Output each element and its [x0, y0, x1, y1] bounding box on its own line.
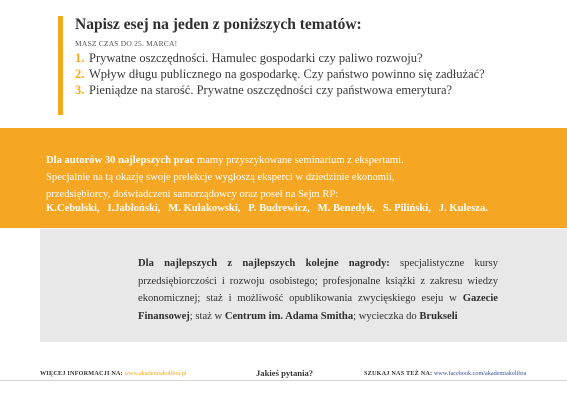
- footer-info: [40, 370, 187, 377]
- list-item: [75, 50, 485, 66]
- speaker-name: I.Jabłoński,: [107, 203, 161, 214]
- topic-list: [75, 50, 485, 98]
- speaker-name: P. Budrewicz,: [248, 203, 310, 214]
- social-label: SZUKAJ NAS TEŻ NA:: [364, 370, 433, 377]
- prizes-text: [138, 255, 498, 325]
- speaker-name: S. Piliński,: [382, 203, 431, 214]
- prizes-lead-bold: Dla najlepszych z najlepszych kolejne nagrody:: [138, 258, 390, 269]
- speaker-name: K.Cebulski,: [46, 203, 100, 214]
- accent-bar: [58, 16, 63, 115]
- prizes-line: [138, 308, 498, 326]
- speaker-name: M. Benedyk,: [317, 203, 376, 214]
- seminar-line: Specjalnie na tą okazję swoje prelekcje wygłoszą eksperci w dziedzinie ekonomii,: [46, 172, 395, 183]
- topic-number: 3.: [75, 83, 85, 97]
- page-title: Napisz esej na jeden z poniższych tematów:: [75, 16, 362, 33]
- website-link[interactable]: www.akademiakolibra.pl: [124, 370, 187, 377]
- info-label: WIĘCEJ INFORMACJI NA:: [40, 370, 123, 377]
- prizes-line: [138, 255, 498, 273]
- topic-text: Pieniądze na starość. Prywatne oszczędności czy państwowa emerytura?: [89, 83, 453, 97]
- prizes-line: przedsiębiorczości i rozwoju osobistego; profesjonalne książki z zakresu wiedzy: [138, 275, 498, 287]
- list-item: [75, 82, 485, 98]
- seminar-line: przedsiębiorcy, doświadczeni samorządowcy oraz poseł na Sejm RP:: [46, 189, 339, 200]
- speaker-name: J. Kulesza.: [438, 203, 488, 214]
- footer-social: [364, 370, 526, 377]
- list-item: [75, 66, 485, 82]
- seminar-line: [46, 152, 488, 169]
- facebook-link[interactable]: www.facebook.com/akademiakolibra: [433, 370, 527, 377]
- seminar-lead-bold: Dla autorów 30 najlepszych prac: [46, 155, 195, 166]
- prizes-text-part: ; wycieczka do: [353, 310, 420, 322]
- speaker-name: M. Kułakowski,: [168, 203, 241, 214]
- prize-gazeta: Gazecie: [462, 293, 498, 304]
- seminar-text: [46, 152, 488, 203]
- seminar-lead-rest: mamy przyszykowane seminarium z ekspertami.: [194, 155, 404, 166]
- prize-smith-centre: Centrum im. Adama Smitha: [224, 310, 354, 322]
- footer-divider: [0, 380, 567, 381]
- prizes-lead-rest: specjalistyczne kursy: [389, 258, 498, 269]
- topic-number: 2.: [75, 67, 85, 81]
- prizes-text-part: ekonomicznej; staż i możliwość opublikowania zwycięskiego eseju w: [138, 293, 463, 304]
- prize-finansowa: Finansowej: [138, 310, 190, 322]
- prizes-text-part: ; staż w: [189, 310, 225, 322]
- topic-text: Prywatne oszczędności. Hamulec gospodarki czy paliwo rozwoju?: [89, 51, 423, 65]
- topic-number: 1.: [75, 51, 85, 65]
- deadline-note: MASZ CZAS DO 25. MARCA!: [75, 39, 178, 48]
- questions-text: Jakieś pytania?: [256, 368, 314, 378]
- prizes-line: [138, 290, 498, 308]
- topic-text: Wpływ długu publicznego na gospodarkę. Czy państwo powinno się zadłużać?: [89, 67, 485, 81]
- prize-brussels: Brukseli: [419, 310, 458, 322]
- speaker-names: [46, 203, 488, 214]
